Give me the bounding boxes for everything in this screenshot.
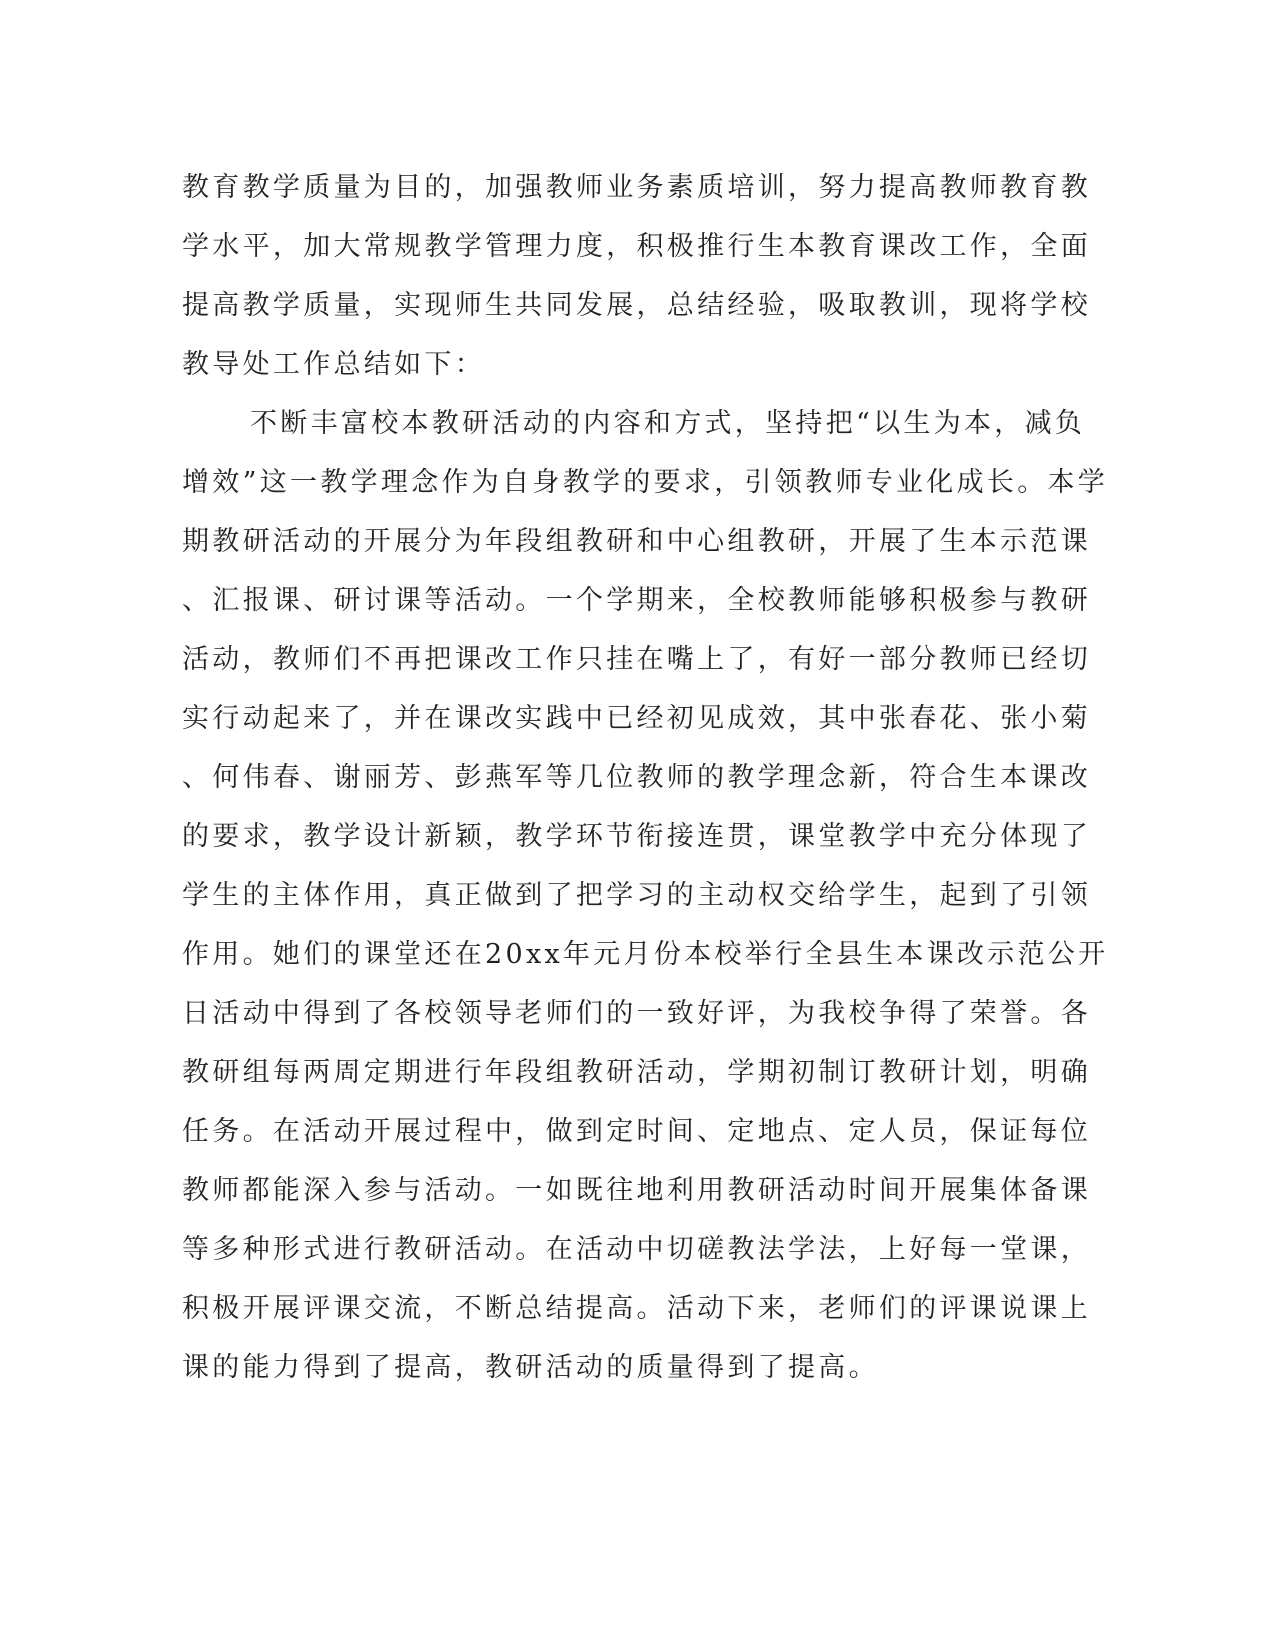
- paragraph-line: 教育教学质量为目的，加强教师业务素质培训，努力提高教师教育教: [182, 172, 1091, 203]
- paragraph-line: 学水平，加大常规教学管理力度，积极推行生本教育课改工作，全面: [182, 231, 1091, 262]
- paragraph-line: 教师都能深入参与活动。一如既往地利用教研活动时间开展集体备课: [182, 1175, 1091, 1206]
- paragraph-line: 日活动中得到了各校领导老师们的一致好评，为我校争得了荣誉。各: [182, 998, 1091, 1029]
- paragraph-line: 活动，教师们不再把课改工作只挂在嘴上了，有好一部分教师已经切: [182, 644, 1091, 675]
- paragraph-line: 等多种形式进行教研活动。在活动中切磋教法学法，上好每一堂课，: [182, 1234, 1091, 1265]
- paragraph-line: 教导处工作总结如下：: [182, 349, 485, 380]
- paragraph-line: 积极开展评课交流，不断总结提高。活动下来，老师们的评课说课上: [182, 1293, 1091, 1324]
- paragraph-line: 作用。她们的课堂还在20xx年元月份本校举行全县生本课改示范公开: [182, 939, 1109, 970]
- paragraph-line: 的要求，教学设计新颖，教学环节衔接连贯，课堂教学中充分体现了: [182, 821, 1091, 852]
- paragraph-teaching-research: [182, 394, 1109, 1397]
- paragraph-line: 课的能力得到了提高，教研活动的质量得到了提高。: [182, 1352, 879, 1383]
- paragraph-line: 学生的主体作用，真正做到了把学习的主动权交给学生，起到了引领: [182, 880, 1091, 911]
- paragraph-line: 任务。在活动开展过程中，做到定时间、定地点、定人员，保证每位: [182, 1116, 1091, 1147]
- paragraph-line: 教研组每两周定期进行年段组教研活动，学期初制订教研计划，明确: [182, 1057, 1091, 1088]
- document-body: [182, 158, 1109, 1397]
- paragraph-line: 实行动起来了，并在课改实践中已经初见成效，其中张春花、张小菊: [182, 703, 1091, 734]
- paragraph-line: 、汇报课、研讨课等活动。一个学期来，全校教师能够积极参与教研: [182, 585, 1091, 616]
- paragraph-line: 增效”这一教学理念作为自身教学的要求，引领教师专业化成长。本学: [182, 467, 1109, 498]
- paragraph-line: 期教研活动的开展分为年段组教研和中心组教研，开展了生本示范课: [182, 526, 1091, 557]
- paragraph-summary-intro: [182, 158, 1091, 394]
- paragraph-line: 提高教学质量，实现师生共同发展，总结经验，吸取教训，现将学校: [182, 290, 1091, 321]
- paragraph-line: 不断丰富校本教研活动的内容和方式，坚持把“以生为本，减负: [250, 408, 1086, 439]
- paragraph-line: 、何伟春、谢丽芳、彭燕军等几位教师的教学理念新，符合生本课改: [182, 762, 1091, 793]
